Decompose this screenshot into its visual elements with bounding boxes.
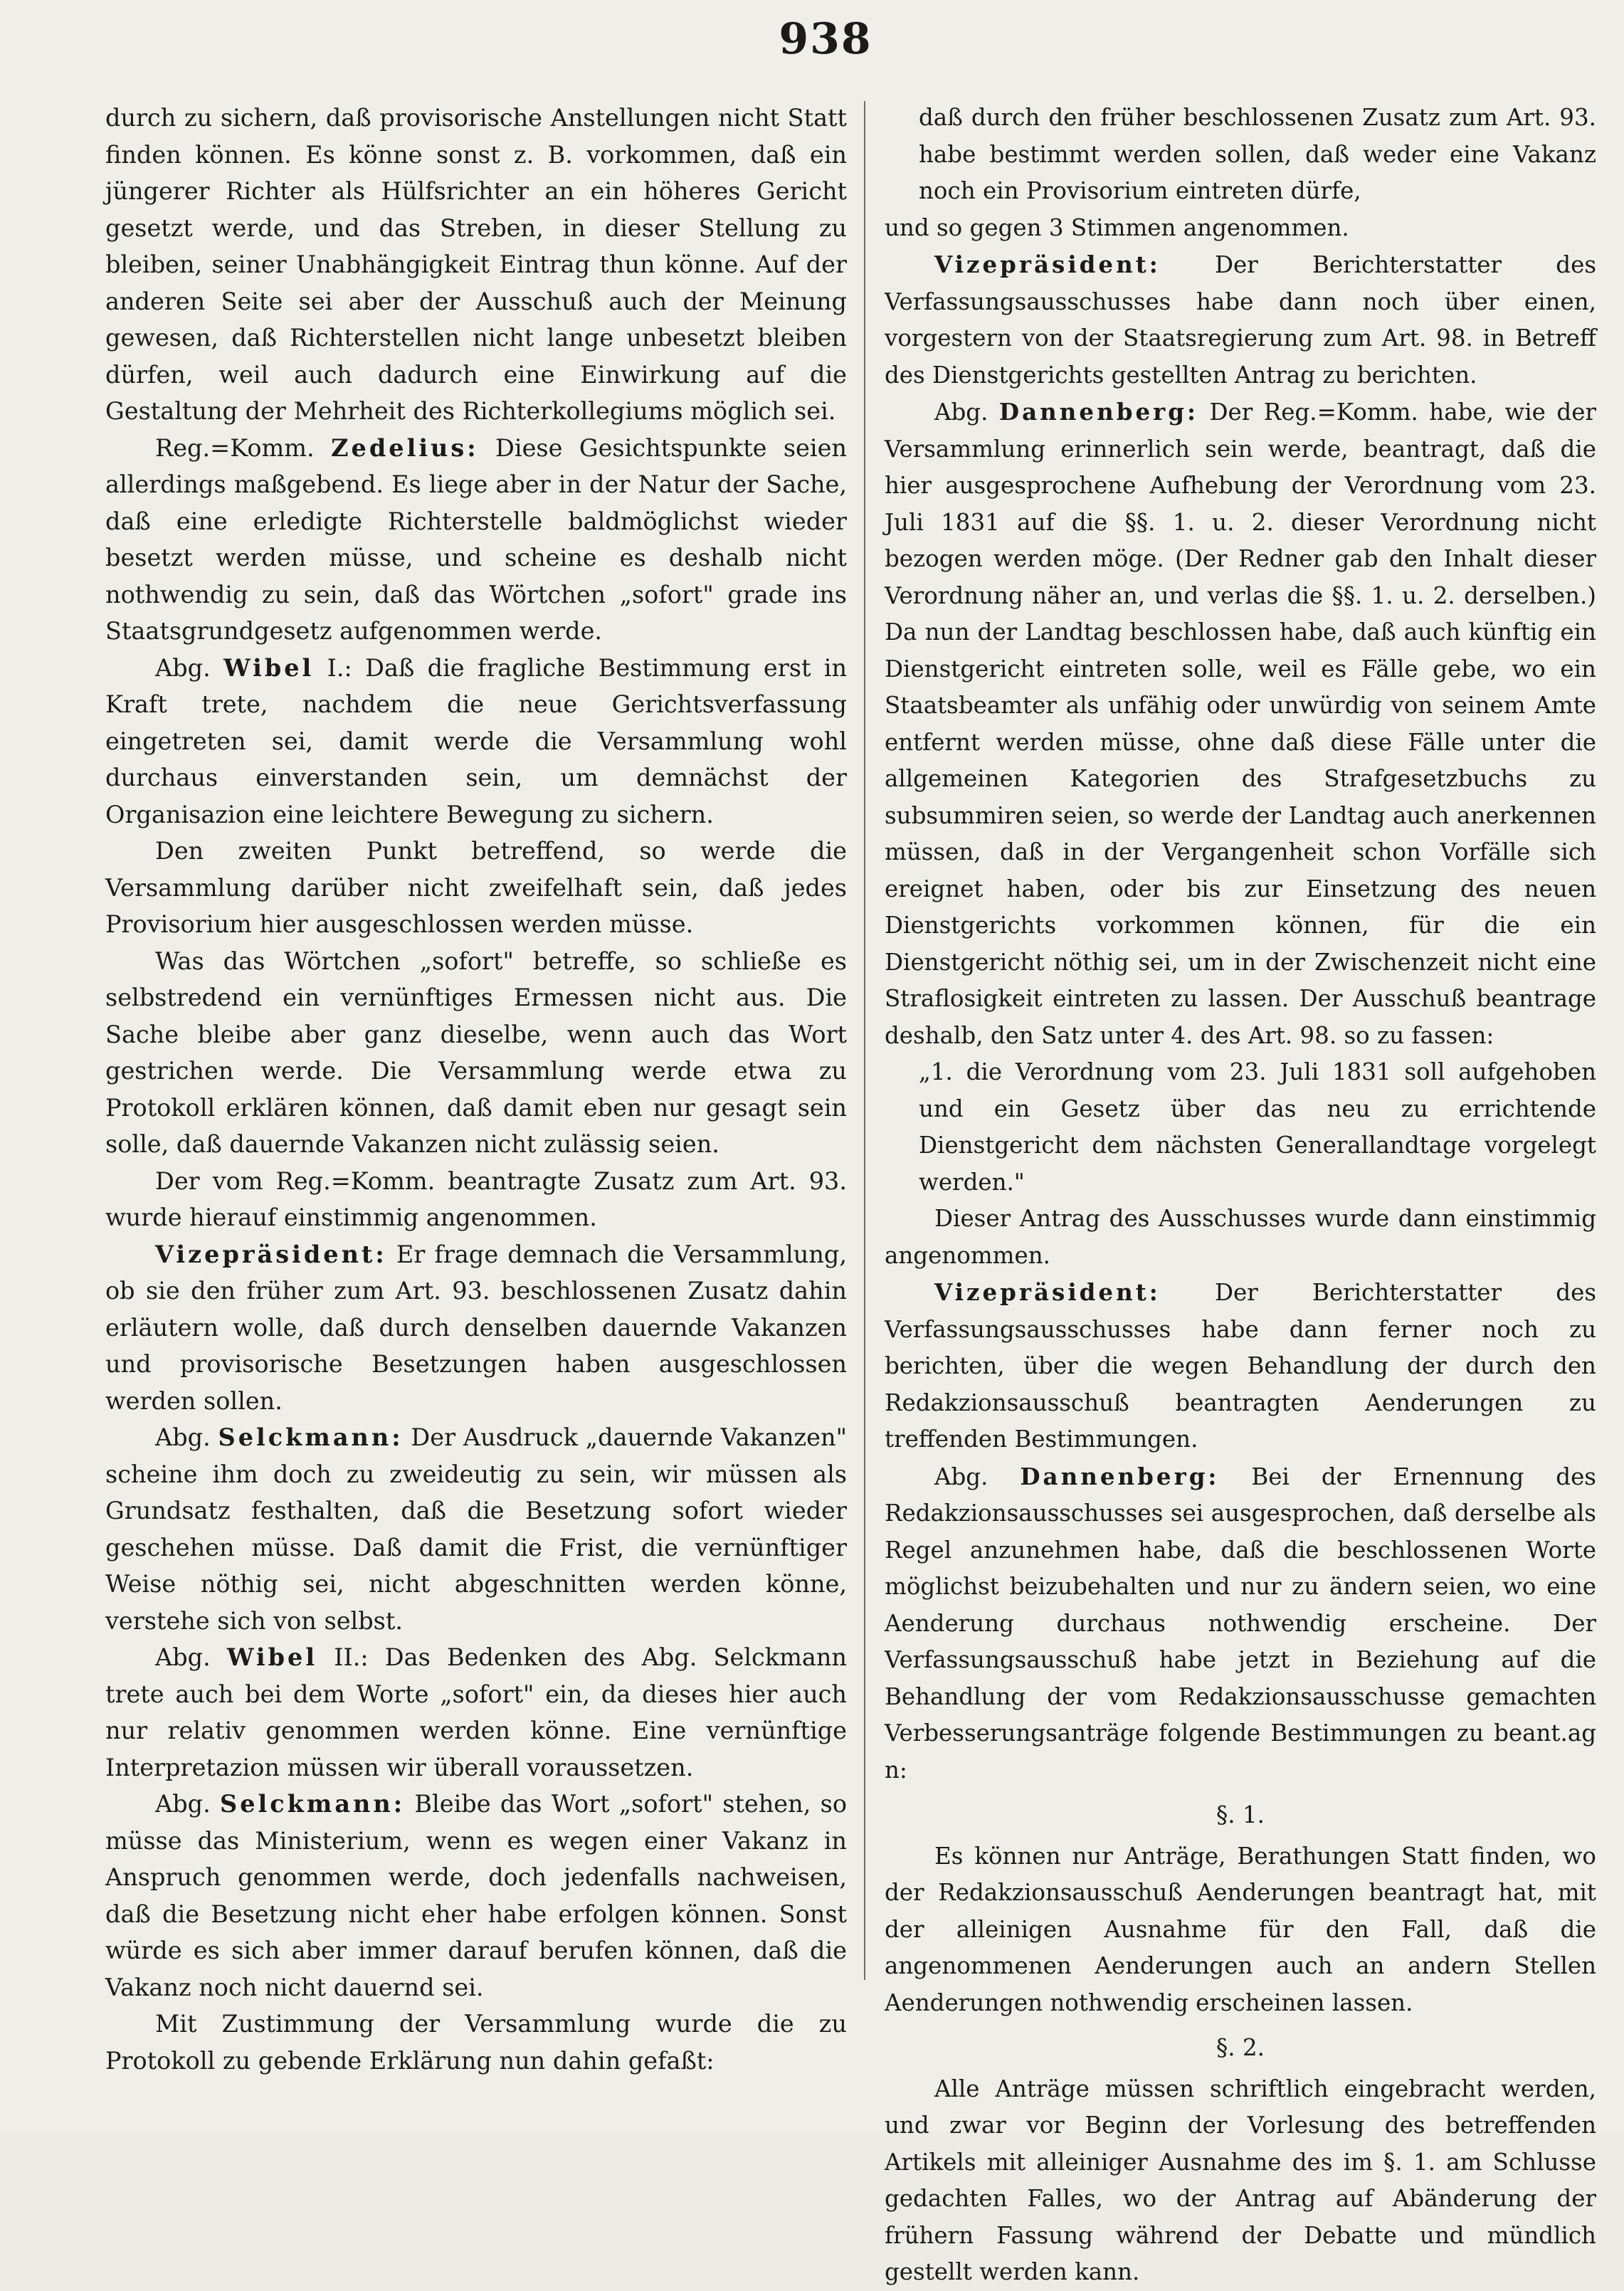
speech-paragraph [885, 1458, 1596, 1789]
paragraph-text: Den zweiten Punkt betreffend, so werde die Versammlung darüber nicht zweifelhaft sein, daß jedes Provisorium hier ausgeschlossen werden müsse. [105, 837, 847, 938]
text-paragraph [885, 1201, 1596, 1274]
paragraph-text: durch zu sichern, daß provisorische Anstellungen nicht Statt finden können. Es könne sonst z. B. vorkommen, daß ein jüngerer Richter als Hülfsrichter an ein höheres Gericht gesetzt werde, und das Streben, in dieser Stellung zu bleiben, seiner Unabhängigkeit Eintrag thun könne. Auf der anderen Seite sei aber der Ausschuß auch der Meinung gewesen, daß Richterstellen nicht lange unbesetzt bleiben dürfen, weil auch dadurch eine Einwirkung auf die Gestaltung der Mehrheit des Richterkollegiums möglich sei. [105, 104, 847, 425]
text-paragraph [885, 1838, 1596, 2022]
paragraph-text: Diese Gesichtspunkte seien allerdings maßgebend. Es liege aber in der Natur der Sache, daß eine erledigte Richterstelle baldmöglichst wieder besetzt werden müsse, und scheine es deshalb nicht nothwendig zu sein, daß das Wörtchen „sofort" grade ins Staatsgrundgesetz aufgenommen werde. [105, 433, 848, 645]
paragraph-text: Er frage demnach die Versammlung, ob sie den früher zum Art. 93. beschlossenen Zusatz dahin erläutern wolle, daß durch denselben dauernde Vakanzen und provisorische Besetzungen haben ausgeschlossen werden sollen. [105, 1240, 848, 1415]
speaker-name: Selckmann: [220, 1790, 406, 1818]
paragraph-text: Alle Anträge müssen schriftlich eingebracht werden, und zwar vor Beginn der Vorlesung des betreffenden Artikels mit alleiniger Ausnahme des im §. 1. am Schlusse gedachten Falles, wo der Antrag auf Abänderung der frühern Fassung während der Debatte und mündlich gestellt werden kann. [885, 2075, 1596, 2285]
text-paragraph [105, 2006, 847, 2079]
speaker-name: Vizepräsident: [155, 1240, 387, 1268]
paragraph-text: Daß die fragliche Bestimmung erst in Kraft trete, nachdem die neue Gerichtsverfassung eingetreten sei, damit werde die Versammlung wohl durchaus einverstanden sein, um demnächst der Organisazion eine leichtere Bewegung zu sichern. [105, 653, 848, 828]
paragraph-text: Der vom Reg.=Komm. beantragte Zusatz zum Art. 93. wurde hierauf einstimmig angenommen. [105, 1166, 847, 1231]
text-paragraph [885, 210, 1596, 247]
paragraph-text: Bei der Ernennung des Redakzionsausschusses sei ausgesprochen, daß derselbe als Regel anzunehmen habe, daß die beschlossenen Worte möglichst beizubehalten und nur zu ändern seien, wo eine Aenderung durchaus nothwendig erscheine. Der Verfassungsausschuß habe jetzt in Beziehung auf die Behandlung der vom Redakzionsausschusse gemachten Verbesserungsanträge folgende Bestimmungen zu beant.ag n: [885, 1463, 1596, 1784]
speaker-name: Dannenberg: [998, 398, 1198, 426]
speaker-prefix: Reg.=Komm. [155, 433, 315, 462]
speaker-name: Wibel [223, 653, 315, 682]
speaker-name: Wibel [226, 1643, 318, 1671]
text-paragraph [885, 1054, 1596, 1201]
paragraph-text: Mit Zustimmung der Versammlung wurde die zu Protokoll zu gebende Erklärung nun dahin gefaßt: [105, 2010, 847, 2075]
paragraph-text: Es können nur Anträge, Berathungen Statt finden, wo der Redakzionsausschuß Aenderungen beantragt hat, mit der alleinigen Ausnahme für den Fall, daß die angenommenen Aenderungen auch an andern Stellen Aenderungen nothwendig erscheinen lassen. [885, 1842, 1596, 2016]
paragraph-text: Das Bedenken des Abg. Selckmann trete auch bei dem Worte „sofort" ein, da dieses hier auch nur relativ genommen werden könne. Eine vernünftige Interpretazion müssen wir überall voraussetzen. [105, 1643, 847, 1781]
speech-paragraph [885, 246, 1596, 394]
speech-paragraph [105, 650, 847, 833]
speaker-name: Zedelius: [331, 433, 479, 462]
text-paragraph [105, 943, 847, 1163]
column-divider [864, 101, 865, 1980]
section-heading: §. 2. [1216, 2034, 1265, 2061]
speech-paragraph [105, 1236, 847, 1420]
text-paragraph [885, 2071, 1596, 2291]
paragraph-text: und so gegen 3 Stimmen angenommen. [885, 214, 1349, 241]
paragraph-text: Dieser Antrag des Ausschusses wurde dann einstimmig angenommen. [885, 1205, 1596, 1269]
text-paragraph [105, 1163, 847, 1236]
right-column [885, 100, 1596, 2291]
text-paragraph [105, 100, 847, 430]
speech-paragraph [885, 394, 1596, 1054]
paragraph-text: Der Reg.=Komm. habe, wie der Versammlung erinnerlich sein werde, beantragt, daß die hier ausgesprochene Aufhebung der Verordnung vom 23. Juli 1831 auf die §§. 1. u. 2. dieser Verordnung nicht bezogen werden möge. (Der Redner gab den Inhalt dieser Verordnung näher an, und verlas die §§. 1. u. 2. derselben.) Da nun der Landtag beschlossen habe, daß auch künftig ein Dienstgericht eintreten solle, weil es Fälle gebe, wo ein Staatsbeamter als unfähig oder unwürdig von seinem Amte entfernt werden müsse, ohne daß diese Fälle unter die allgemeinen Kategorien des Strafgesetzbuchs zu subsummiren seien, so werde der Landtag auch anerkennen müssen, daß in der Vergangenheit schon Vorfälle sich ereignet haben, oder bis zur Einsetzung des neuen Dienstgerichts vorkommen können, für die ein Dienstgericht nöthig sei, um in der Zwischenzeit nicht eine Straflosigkeit eintreten zu lassen. Der Ausschuß beantrage deshalb, den Satz unter 4. des Art. 98. so zu fassen: [885, 399, 1596, 1049]
text-paragraph [885, 100, 1596, 210]
paragraph-text: Der Berichterstatter des Verfassungsausschusses habe dann ferner noch zu berichten, über die wegen Behandlung der durch den Redakzionsausschuß beantragten Aenderungen zu treffenden Bestimmungen. [885, 1279, 1596, 1453]
speech-paragraph [105, 1786, 847, 2006]
speaker-suffix: II.: [334, 1643, 369, 1671]
text-paragraph [105, 833, 847, 943]
speaker-name: Selckmann: [218, 1423, 404, 1451]
speaker-prefix: Abg. [155, 1643, 211, 1671]
speech-paragraph [105, 1419, 847, 1639]
speech-paragraph [885, 1274, 1596, 1458]
speaker-prefix: Abg. [155, 1423, 211, 1451]
speaker-prefix: Abg. [934, 1463, 988, 1490]
paragraph-text: Der Ausdruck „dauernde Vakanzen" scheine ihm doch zu zweideutig zu sein, wir müssen als Grundsatz festhalten, daß die Besetzung sofort wieder geschehen müsse. Daß damit die Frist, die vernünftiger Weise nöthig sei, nicht abgeschnitten werden könne, verstehe sich von selbst. [105, 1423, 847, 1635]
paragraph-text: Bleibe das Wort „sofort" stehen, so müsse das Ministerium, wenn es wegen einer Vakanz in Anspruch genommen werde, doch jedenfalls nachweisen, daß die Besetzung nicht eher habe erfolgen können. Sonst würde es sich aber immer darauf berufen können, daß die Vakanz noch nicht dauernd sei. [105, 1790, 848, 2001]
section-heading: §. 1. [1216, 1801, 1265, 1828]
page-number: 938 [779, 14, 872, 64]
speaker-name: Dannenberg: [1020, 1462, 1220, 1490]
paragraph-text: daß durch den früher beschlossenen Zusatz zum Art. 93. habe bestimmt werden sollen, daß weder eine Vakanz noch ein Provisorium eintreten dürfe, [919, 104, 1596, 204]
left-column [105, 100, 847, 2079]
speaker-name: Vizepräsident: [934, 1278, 1161, 1306]
paragraph-text: „1. die Verordnung vom 23. Juli 1831 soll aufgehoben und ein Gesetz über das neu zu errichtende Dienstgericht dem nächsten Generallandtage vorgelegt werden." [919, 1058, 1596, 1196]
speaker-prefix: Abg. [155, 1790, 211, 1818]
speaker-prefix: Abg. [155, 653, 211, 682]
speech-paragraph [105, 1639, 847, 1786]
speech-paragraph [105, 430, 847, 650]
speaker-prefix: Abg. [934, 399, 988, 426]
speaker-suffix: I.: [327, 653, 352, 682]
paragraph-text: Was das Wörtchen „sofort" betreffe, so schließe es selbstredend ein vernünftiges Ermessen nicht aus. Die Sache bleibe aber ganz dieselbe, wenn auch das Wort gestrichen werde. Die Versammlung werde etwa zu Protokoll erklären können, daß damit eben nur gesagt sein solle, daß dauernde Vakanzen nicht zulässig seien. [105, 947, 847, 1158]
paragraph-text: Der Berichterstatter des Verfassungsausschusses habe dann noch über einen, vorgestern von der Staatsregierung zum Art. 98. in Betreff des Dienstgerichts gestellten Antrag zu berichten. [885, 251, 1596, 389]
speaker-name: Vizepräsident: [934, 251, 1161, 278]
